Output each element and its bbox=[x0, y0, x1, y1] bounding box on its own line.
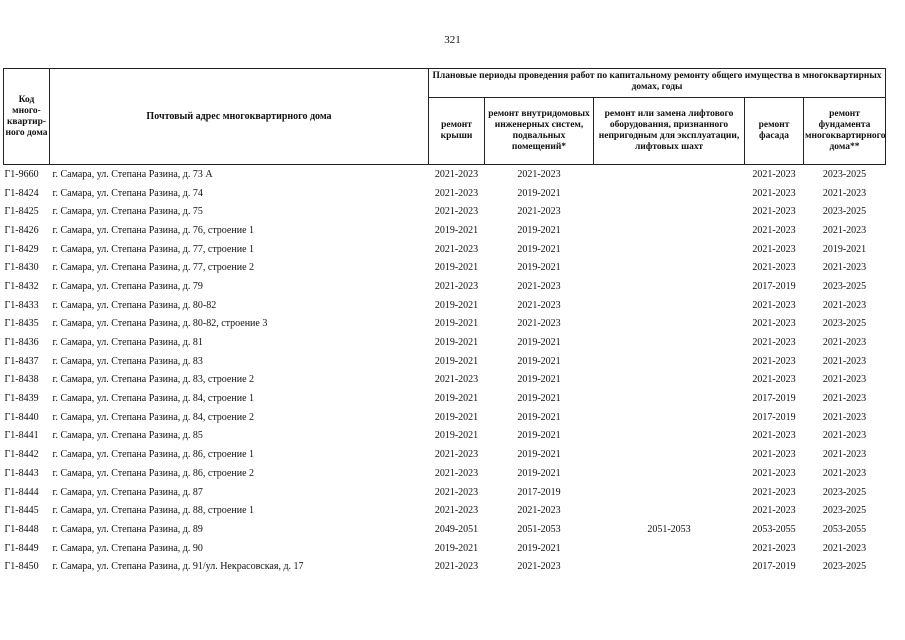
cell-code: Г1-8424 bbox=[4, 187, 39, 199]
cell-code: Г1-8430 bbox=[4, 262, 39, 274]
cell-systems: 2021-2023 bbox=[517, 280, 561, 292]
header-address: Почтовый адрес многоквартирного дома bbox=[50, 69, 429, 165]
cell-code: Г1-8442 bbox=[4, 449, 39, 461]
cell-foundation: 2023-2025 bbox=[822, 486, 867, 498]
cell-facade: 2021-2023 bbox=[752, 430, 796, 442]
cell-address: г. Самара, ул. Степана Разина, д. 91/ул. Некрасовская, д. 17 bbox=[52, 561, 304, 573]
cell-systems: 2021-2023 bbox=[517, 318, 561, 330]
cell-code: Г1-8445 bbox=[4, 505, 39, 517]
cell-address: г. Самара, ул. Степана Разина, д. 87 bbox=[52, 486, 203, 498]
header-foundation: ремонт фундамента многоквартирного дома** bbox=[804, 98, 886, 165]
cell-foundation: 2019-2021 bbox=[822, 243, 867, 255]
cell-systems: 2019-2021 bbox=[517, 187, 561, 199]
cell-elevator bbox=[594, 539, 745, 558]
repair-schedule-table bbox=[3, 68, 886, 576]
cell-roof: 2019-2021 bbox=[434, 224, 479, 236]
cell-code: Г1-8436 bbox=[4, 337, 39, 349]
cell-systems: 2021-2023 bbox=[517, 299, 561, 311]
cell-elevator bbox=[594, 371, 745, 390]
cell-foundation: 2021-2023 bbox=[822, 262, 867, 274]
table-row bbox=[4, 539, 886, 558]
cell-code: Г1-8433 bbox=[4, 299, 39, 311]
cell-systems: 2019-2021 bbox=[517, 355, 561, 367]
header-code: Код много-квартир-ного дома bbox=[4, 69, 50, 165]
cell-elevator bbox=[594, 445, 745, 464]
table-row bbox=[4, 445, 886, 464]
cell-code: Г1-8438 bbox=[4, 374, 39, 386]
header-facade: ремонт фасада bbox=[745, 98, 804, 165]
cell-elevator bbox=[594, 408, 745, 427]
cell-code: Г1-8448 bbox=[4, 523, 39, 535]
cell-facade: 2021-2023 bbox=[752, 486, 796, 498]
cell-elevator bbox=[594, 165, 745, 184]
cell-address: г. Самара, ул. Степана Разина, д. 79 bbox=[52, 280, 203, 292]
table-row bbox=[4, 296, 886, 315]
cell-facade: 2021-2023 bbox=[752, 299, 796, 311]
cell-facade: 2017-2019 bbox=[752, 393, 796, 405]
cell-roof: 2019-2021 bbox=[434, 299, 479, 311]
cell-foundation: 2021-2023 bbox=[822, 430, 867, 442]
table-row bbox=[4, 221, 886, 240]
cell-facade: 2021-2023 bbox=[752, 243, 796, 255]
cell-address: г. Самара, ул. Степана Разина, д. 83 bbox=[52, 355, 203, 367]
cell-address: г. Самара, ул. Степана Разина, д. 90 bbox=[52, 542, 203, 554]
cell-address: г. Самара, ул. Степана Разина, д. 77, строение 2 bbox=[52, 262, 255, 274]
cell-facade: 2021-2023 bbox=[752, 374, 796, 386]
cell-foundation: 2053-2055 bbox=[822, 523, 867, 535]
cell-roof: 2021-2023 bbox=[434, 206, 479, 218]
table-row bbox=[4, 240, 886, 259]
cell-systems: 2019-2021 bbox=[517, 337, 561, 349]
cell-foundation: 2021-2023 bbox=[822, 411, 867, 423]
table-row bbox=[4, 352, 886, 371]
cell-foundation: 2021-2023 bbox=[822, 393, 867, 405]
cell-foundation: 2021-2023 bbox=[822, 187, 867, 199]
cell-elevator bbox=[594, 258, 745, 277]
table-row bbox=[4, 277, 886, 296]
cell-elevator: 2051-2053 bbox=[647, 523, 691, 535]
cell-roof: 2019-2021 bbox=[434, 355, 479, 367]
cell-address: г. Самара, ул. Степана Разина, д. 74 bbox=[52, 187, 203, 199]
cell-foundation: 2021-2023 bbox=[822, 224, 867, 236]
cell-foundation: 2021-2023 bbox=[822, 299, 867, 311]
cell-roof: 2019-2021 bbox=[434, 393, 479, 405]
cell-facade: 2021-2023 bbox=[745, 165, 804, 184]
cell-address: г. Самара, ул. Степана Разина, д. 76, строение 1 bbox=[52, 224, 255, 236]
cell-code: Г1-8450 bbox=[4, 561, 39, 573]
header-elevator: ремонт или замена лифтового оборудования, признанного непригодным для эксплуатации, лифтовых шахт bbox=[594, 98, 745, 165]
cell-systems: 2019-2021 bbox=[517, 430, 561, 442]
cell-address: г. Самара, ул. Степана Разина, д. 75 bbox=[52, 206, 203, 218]
page-number: 321 bbox=[444, 34, 461, 46]
cell-code: Г1-8449 bbox=[4, 542, 39, 554]
cell-roof: 2021-2023 bbox=[434, 467, 479, 479]
cell-address: г. Самара, ул. Степана Разина, д. 84, строение 2 bbox=[52, 411, 255, 423]
cell-facade: 2021-2023 bbox=[752, 187, 796, 199]
cell-elevator bbox=[594, 557, 745, 576]
cell-code: Г1-8432 bbox=[4, 280, 39, 292]
cell-roof: 2019-2021 bbox=[434, 262, 479, 274]
cell-foundation: 2021-2023 bbox=[822, 374, 867, 386]
cell-roof: 2021-2023 bbox=[434, 486, 479, 498]
table-row bbox=[4, 483, 886, 502]
cell-elevator bbox=[594, 464, 745, 483]
cell-foundation: 2021-2023 bbox=[822, 449, 867, 461]
header-periods-group: Плановые периоды проведения работ по капитальному ремонту общего имущества в многоквартирных домах, годы bbox=[429, 69, 886, 98]
table-row bbox=[4, 333, 886, 352]
cell-elevator bbox=[594, 352, 745, 371]
cell-code: Г1-8437 bbox=[4, 355, 39, 367]
table-row bbox=[4, 165, 886, 184]
cell-roof: 2021-2023 bbox=[429, 165, 485, 184]
table-body bbox=[4, 165, 886, 577]
cell-elevator bbox=[594, 315, 745, 334]
cell-roof: 2019-2021 bbox=[434, 411, 479, 423]
cell-address: г. Самара, ул. Степана Разина, д. 88, строение 1 bbox=[52, 505, 255, 517]
cell-address: г. Самара, ул. Степана Разина, д. 73 А bbox=[50, 165, 429, 184]
cell-address: г. Самара, ул. Степана Разина, д. 86, строение 2 bbox=[52, 467, 255, 479]
cell-facade: 2017-2019 bbox=[752, 411, 796, 423]
cell-systems: 2019-2021 bbox=[517, 411, 561, 423]
header-systems: ремонт внутридомовых инженерных систем, подвальных помещений* bbox=[485, 98, 594, 165]
table-row bbox=[4, 557, 886, 576]
cell-systems: 2019-2021 bbox=[517, 467, 561, 479]
cell-code: Г1-8444 bbox=[4, 486, 39, 498]
cell-code: Г1-8425 bbox=[4, 206, 39, 218]
cell-elevator bbox=[594, 501, 745, 520]
cell-foundation: 2023-2025 bbox=[804, 165, 886, 184]
header-roof: ремонт крыши bbox=[429, 98, 485, 165]
cell-foundation: 2023-2025 bbox=[822, 206, 867, 218]
cell-code: Г1-8429 bbox=[4, 243, 39, 255]
cell-systems: 2019-2021 bbox=[517, 224, 561, 236]
cell-code: Г1-8426 bbox=[4, 224, 39, 236]
cell-foundation: 2023-2025 bbox=[822, 505, 867, 517]
cell-code: Г1-8439 bbox=[4, 393, 39, 405]
cell-foundation: 2021-2023 bbox=[822, 467, 867, 479]
cell-elevator bbox=[594, 389, 745, 408]
cell-elevator bbox=[594, 202, 745, 221]
cell-systems: 2017-2019 bbox=[517, 486, 561, 498]
cell-facade: 2021-2023 bbox=[752, 318, 796, 330]
cell-foundation: 2023-2025 bbox=[822, 280, 867, 292]
cell-systems: 2019-2021 bbox=[517, 542, 561, 554]
cell-address: г. Самара, ул. Степана Разина, д. 86, строение 1 bbox=[52, 449, 255, 461]
table-row bbox=[4, 184, 886, 203]
cell-elevator bbox=[594, 240, 745, 259]
cell-systems: 2019-2021 bbox=[517, 243, 561, 255]
cell-systems: 2021-2023 bbox=[517, 505, 561, 517]
cell-systems: 2019-2021 bbox=[517, 262, 561, 274]
cell-roof: 2019-2021 bbox=[434, 430, 479, 442]
table-row bbox=[4, 408, 886, 427]
cell-address: г. Самара, ул. Степана Разина, д. 83, строение 2 bbox=[52, 374, 255, 386]
cell-elevator bbox=[594, 221, 745, 240]
cell-roof: 2049-2051 bbox=[434, 523, 479, 535]
table-row bbox=[4, 202, 886, 221]
table-row bbox=[4, 520, 886, 539]
cell-roof: 2019-2021 bbox=[434, 318, 479, 330]
cell-foundation: 2023-2025 bbox=[822, 561, 867, 573]
cell-systems: 2019-2021 bbox=[517, 449, 561, 461]
table-row bbox=[4, 315, 886, 334]
cell-code: Г1-8440 bbox=[4, 411, 39, 423]
cell-code: Г1-8435 bbox=[4, 318, 39, 330]
cell-roof: 2021-2023 bbox=[434, 374, 479, 386]
cell-facade: 2017-2019 bbox=[752, 280, 796, 292]
table-row bbox=[4, 389, 886, 408]
cell-systems: 2019-2021 bbox=[517, 393, 561, 405]
cell-roof: 2021-2023 bbox=[434, 561, 479, 573]
cell-address: г. Самара, ул. Степана Разина, д. 80-82, строение 3 bbox=[52, 318, 268, 330]
cell-foundation: 2021-2023 bbox=[822, 355, 867, 367]
cell-foundation: 2023-2025 bbox=[822, 318, 867, 330]
table-row bbox=[4, 501, 886, 520]
cell-elevator bbox=[594, 277, 745, 296]
cell-systems: 2051-2053 bbox=[517, 523, 561, 535]
cell-elevator bbox=[594, 483, 745, 502]
cell-elevator bbox=[594, 296, 745, 315]
cell-facade: 2021-2023 bbox=[752, 542, 796, 554]
cell-roof: 2021-2023 bbox=[434, 449, 479, 461]
cell-facade: 2021-2023 bbox=[752, 505, 796, 517]
cell-address: г. Самара, ул. Степана Разина, д. 85 bbox=[52, 430, 203, 442]
cell-facade: 2017-2019 bbox=[752, 561, 796, 573]
cell-systems: 2021-2023 bbox=[517, 206, 561, 218]
table-row bbox=[4, 371, 886, 390]
cell-foundation: 2021-2023 bbox=[822, 337, 867, 349]
cell-address: г. Самара, ул. Степана Разина, д. 77, строение 1 bbox=[52, 243, 255, 255]
cell-systems: 2021-2023 bbox=[517, 561, 561, 573]
table-row bbox=[4, 258, 886, 277]
cell-code: Г1-8443 bbox=[4, 467, 39, 479]
cell-address: г. Самара, ул. Степана Разина, д. 81 bbox=[52, 337, 203, 349]
cell-facade: 2021-2023 bbox=[752, 355, 796, 367]
cell-roof: 2021-2023 bbox=[434, 280, 479, 292]
cell-roof: 2019-2021 bbox=[434, 542, 479, 554]
cell-facade: 2021-2023 bbox=[752, 449, 796, 461]
cell-facade: 2021-2023 bbox=[752, 206, 796, 218]
cell-facade: 2021-2023 bbox=[752, 224, 796, 236]
cell-roof: 2021-2023 bbox=[434, 505, 479, 517]
table-row bbox=[4, 464, 886, 483]
cell-systems: 2021-2023 bbox=[485, 165, 594, 184]
cell-roof: 2021-2023 bbox=[434, 243, 479, 255]
cell-roof: 2021-2023 bbox=[434, 187, 479, 199]
table-row bbox=[4, 427, 886, 446]
cell-elevator bbox=[594, 333, 745, 352]
cell-code: Г1-9660 bbox=[4, 165, 50, 184]
cell-systems: 2019-2021 bbox=[517, 374, 561, 386]
cell-address: г. Самара, ул. Степана Разина, д. 89 bbox=[52, 523, 203, 535]
cell-facade: 2021-2023 bbox=[752, 467, 796, 479]
cell-facade: 2021-2023 bbox=[752, 262, 796, 274]
cell-code: Г1-8441 bbox=[4, 430, 39, 442]
cell-facade: 2021-2023 bbox=[752, 337, 796, 349]
cell-foundation: 2021-2023 bbox=[822, 542, 867, 554]
cell-address: г. Самара, ул. Степана Разина, д. 84, строение 1 bbox=[52, 393, 255, 405]
cell-elevator bbox=[594, 427, 745, 446]
cell-elevator bbox=[594, 184, 745, 203]
cell-roof: 2019-2021 bbox=[434, 337, 479, 349]
cell-address: г. Самара, ул. Степана Разина, д. 80-82 bbox=[52, 299, 217, 311]
cell-facade: 2053-2055 bbox=[752, 523, 796, 535]
